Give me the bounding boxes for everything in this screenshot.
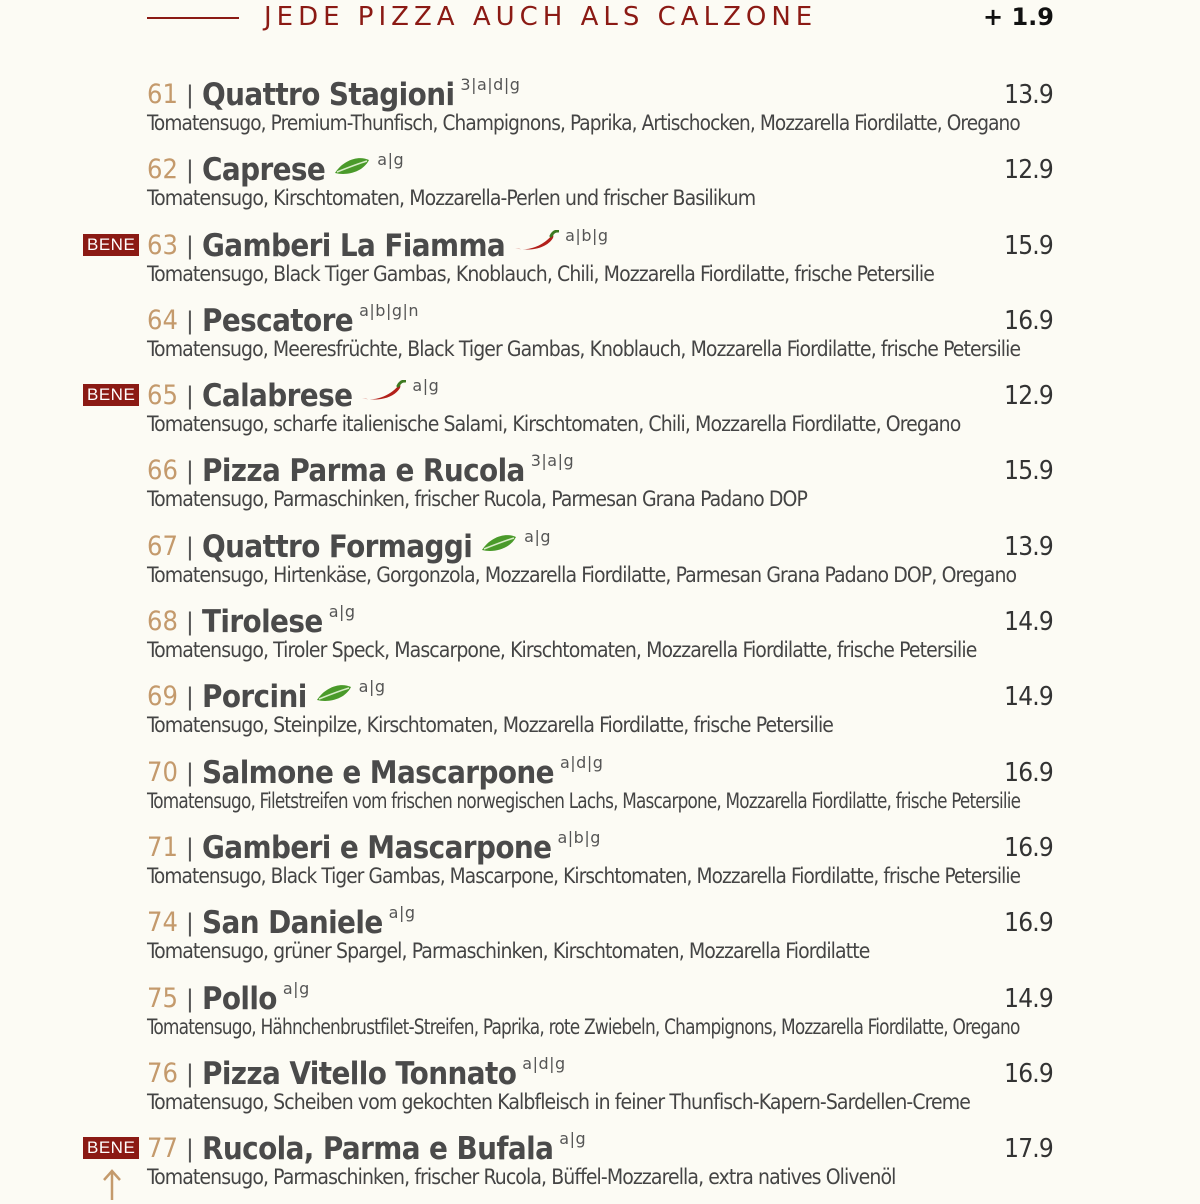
item-price: 15.9: [1004, 230, 1053, 261]
arrow-up-icon: [100, 1168, 124, 1200]
item-price: 15.9: [1004, 456, 1053, 487]
item-title-row: [147, 1054, 566, 1092]
item-number: 77: [147, 1133, 178, 1165]
item-allergens: 3|a|d|g: [460, 75, 521, 94]
menu-item: [0, 301, 1200, 376]
item-name: San Daniele: [202, 905, 383, 942]
item-number: 61: [147, 79, 178, 110]
number-separator: |: [185, 608, 194, 637]
number-separator: |: [185, 532, 194, 561]
item-title-row: [147, 753, 603, 791]
item-description: Tomatensugo, Premium-Thunfisch, Champignons, Paprika, Artischocken, Mozzarella Fiordilatte, Oregano: [147, 111, 1020, 135]
item-title-row: [147, 602, 356, 640]
item-allergens: a|g: [377, 150, 405, 170]
item-description: Tomatensugo, scharfe italienische Salami, Kirschtomaten, Chili, Mozzarella Fiordilatte, Oregano: [147, 412, 961, 437]
calzone-surcharge: + 1.9: [983, 3, 1054, 31]
item-title-row: [147, 451, 574, 489]
header-title: JEDE PIZZA AUCH ALS CALZONE: [264, 2, 818, 32]
pizza-menu-list: [0, 75, 1200, 1204]
item-description: Tomatensugo, Parmaschinken, frischer Rucola, Büffel-Mozzarella, extra natives Olivenöl: [147, 1165, 896, 1190]
item-name: Pollo: [202, 980, 277, 1017]
item-price: 13.9: [1004, 80, 1053, 110]
leaf-icon: [333, 156, 371, 180]
chili-icon: [513, 230, 559, 256]
item-allergens: a|d|g: [522, 1053, 566, 1073]
menu-item: [0, 150, 1200, 225]
item-title-row: [147, 979, 310, 1017]
item-allergens: a|g: [524, 526, 552, 546]
item-description: Tomatensugo, Hähnchenbrustfilet-Streifen, Paprika, rote Zwiebeln, Champignons, Mozzarella Fiordilatte, Oregano: [147, 1014, 1020, 1039]
item-price: 16.9: [1004, 832, 1053, 863]
item-name: Rucola, Parma e Bufala: [202, 1131, 554, 1168]
item-allergens: a|g: [559, 1129, 587, 1149]
item-name: Quattro Formaggi: [202, 528, 473, 565]
item-description: Tomatensugo, grüner Spargel, Parmaschinken, Kirschtomaten, Mozzarella Fiordilatte: [147, 939, 870, 964]
item-name: Caprese: [202, 152, 326, 189]
item-title-row: [147, 677, 386, 715]
menu-item: [0, 602, 1200, 677]
menu-item: [0, 828, 1200, 903]
item-name: Salmone e Mascarpone: [202, 754, 554, 791]
item-description: Tomatensugo, Scheiben vom gekochten Kalbfleisch in feiner Thunfisch-Kapern-Sardellen-Creme: [147, 1089, 971, 1114]
item-name: Porcini: [202, 679, 307, 716]
item-number: 62: [147, 154, 178, 186]
item-allergens: a|g: [388, 903, 416, 923]
item-title-row: [147, 301, 419, 339]
item-title-row: [147, 1129, 586, 1167]
item-price: 16.9: [1004, 908, 1053, 939]
menu-header: [0, 0, 1200, 40]
item-description: Tomatensugo, Tiroler Speck, Mascarpone, Kirschtomaten, Mozzarella Fiordilatte, frische Petersilie: [147, 638, 977, 663]
item-allergens: a|g: [282, 978, 310, 998]
number-separator: |: [185, 1135, 194, 1164]
number-separator: |: [185, 382, 194, 411]
item-description: Tomatensugo, Black Tiger Gambas, Mascarpone, Kirschtomaten, Mozzarella Fiordilatte, frische Petersilie: [147, 863, 1021, 888]
item-name: Gamberi e Mascarpone: [202, 829, 552, 866]
item-title-row: [147, 828, 601, 866]
item-allergens: a|b|g|n: [359, 300, 420, 320]
item-number: 63: [147, 229, 178, 261]
menu-item: [0, 677, 1200, 752]
item-number: 64: [147, 304, 178, 336]
item-price: 16.9: [1004, 1058, 1053, 1089]
number-separator: |: [185, 156, 194, 185]
item-name: Gamberi La Fiamma: [202, 227, 506, 264]
number-separator: |: [185, 81, 194, 109]
number-separator: |: [185, 231, 194, 260]
leaf-icon: [480, 533, 518, 557]
item-number: 69: [147, 681, 178, 713]
item-allergens: a|b|g: [557, 827, 601, 847]
number-separator: |: [185, 1059, 194, 1088]
item-title-row: [147, 527, 551, 565]
number-separator: |: [185, 758, 194, 787]
item-allergens: a|g: [328, 602, 356, 622]
item-price: 13.9: [1004, 531, 1053, 562]
item-name: Quattro Stagioni: [202, 77, 455, 113]
item-number: 76: [147, 1057, 178, 1089]
number-separator: |: [185, 306, 194, 335]
menu-item: [0, 376, 1200, 451]
item-title-row: [147, 226, 609, 264]
number-separator: |: [185, 909, 194, 938]
item-name: Pizza Parma e Rucola: [202, 453, 525, 490]
item-title-row: [147, 150, 404, 188]
menu-item: [0, 1054, 1200, 1129]
item-description: Tomatensugo, Filetstreifen vom frischen norwegischen Lachs, Mascarpone, Mozzarella Fiordilatte, frische Petersilie: [147, 788, 1021, 813]
item-price: 14.9: [1004, 607, 1053, 638]
item-name: Pescatore: [202, 302, 354, 339]
item-description: Tomatensugo, Kirschtomaten, Mozzarella-Perlen und frischer Basilikum: [147, 186, 756, 211]
menu-item: [0, 527, 1200, 602]
item-price: 17.9: [1004, 1134, 1053, 1165]
item-price: 12.9: [1004, 155, 1053, 186]
item-description: Tomatensugo, Meeresfrüchte, Black Tiger Gambas, Knoblauch, Mozzarella Fiordilatte, frische Petersilie: [147, 336, 1021, 361]
item-price: 14.9: [1004, 983, 1053, 1014]
menu-item: [0, 75, 1200, 150]
item-price: 16.9: [1004, 305, 1053, 336]
item-description: Tomatensugo, Black Tiger Gambas, Knoblauch, Chili, Mozzarella Fiordilatte, frische Petersilie: [147, 261, 934, 286]
item-description: Tomatensugo, Hirtenkäse, Gorgonzola, Mozzarella Fiordilatte, Parmesan Grana Padano DOP, Oregano: [147, 562, 1017, 587]
item-name: Pizza Vitello Tonnato: [202, 1055, 517, 1092]
item-number: 65: [147, 380, 178, 412]
item-allergens: a|g: [358, 677, 386, 697]
item-allergens: 3|a|g: [530, 451, 575, 471]
item-number: 74: [147, 907, 178, 939]
menu-item: [0, 451, 1200, 526]
chili-icon: [360, 380, 406, 406]
item-number: 70: [147, 756, 178, 788]
leaf-icon: [315, 683, 353, 707]
item-number: 67: [147, 530, 178, 562]
item-price: 14.9: [1004, 682, 1053, 713]
item-description: Tomatensugo, Parmaschinken, frischer Rucola, Parmesan Grana Padano DOP: [147, 487, 808, 512]
menu-item: [0, 226, 1200, 301]
item-title-row: [147, 376, 439, 414]
menu-item: [0, 903, 1200, 978]
item-allergens: a|g: [412, 376, 440, 396]
number-separator: |: [185, 457, 194, 486]
item-title-row: [147, 75, 520, 113]
number-separator: |: [185, 683, 194, 712]
item-title-row: [147, 903, 416, 941]
item-name: Calabrese: [202, 378, 353, 415]
item-number: 71: [147, 831, 178, 863]
item-number: 66: [147, 455, 178, 487]
bene-badge: BENE: [83, 384, 139, 406]
number-separator: |: [185, 984, 194, 1013]
number-separator: |: [185, 833, 194, 862]
bene-badge: BENE: [83, 1137, 139, 1159]
bene-badge: BENE: [83, 234, 139, 256]
item-price: 16.9: [1004, 757, 1053, 788]
item-description: Tomatensugo, Steinpilze, Kirschtomaten, Mozzarella Fiordilatte, frische Petersilie: [147, 713, 834, 738]
menu-item: [0, 753, 1200, 828]
item-allergens: a|d|g: [559, 752, 604, 772]
item-number: 75: [147, 982, 178, 1014]
item-allergens: a|b|g: [565, 225, 609, 245]
header-divider-line: [147, 17, 239, 19]
menu-item: [0, 979, 1200, 1054]
item-price: 12.9: [1004, 381, 1053, 412]
menu-item: [0, 1129, 1200, 1204]
item-number: 68: [147, 606, 178, 638]
item-name: Tirolese: [202, 604, 323, 641]
